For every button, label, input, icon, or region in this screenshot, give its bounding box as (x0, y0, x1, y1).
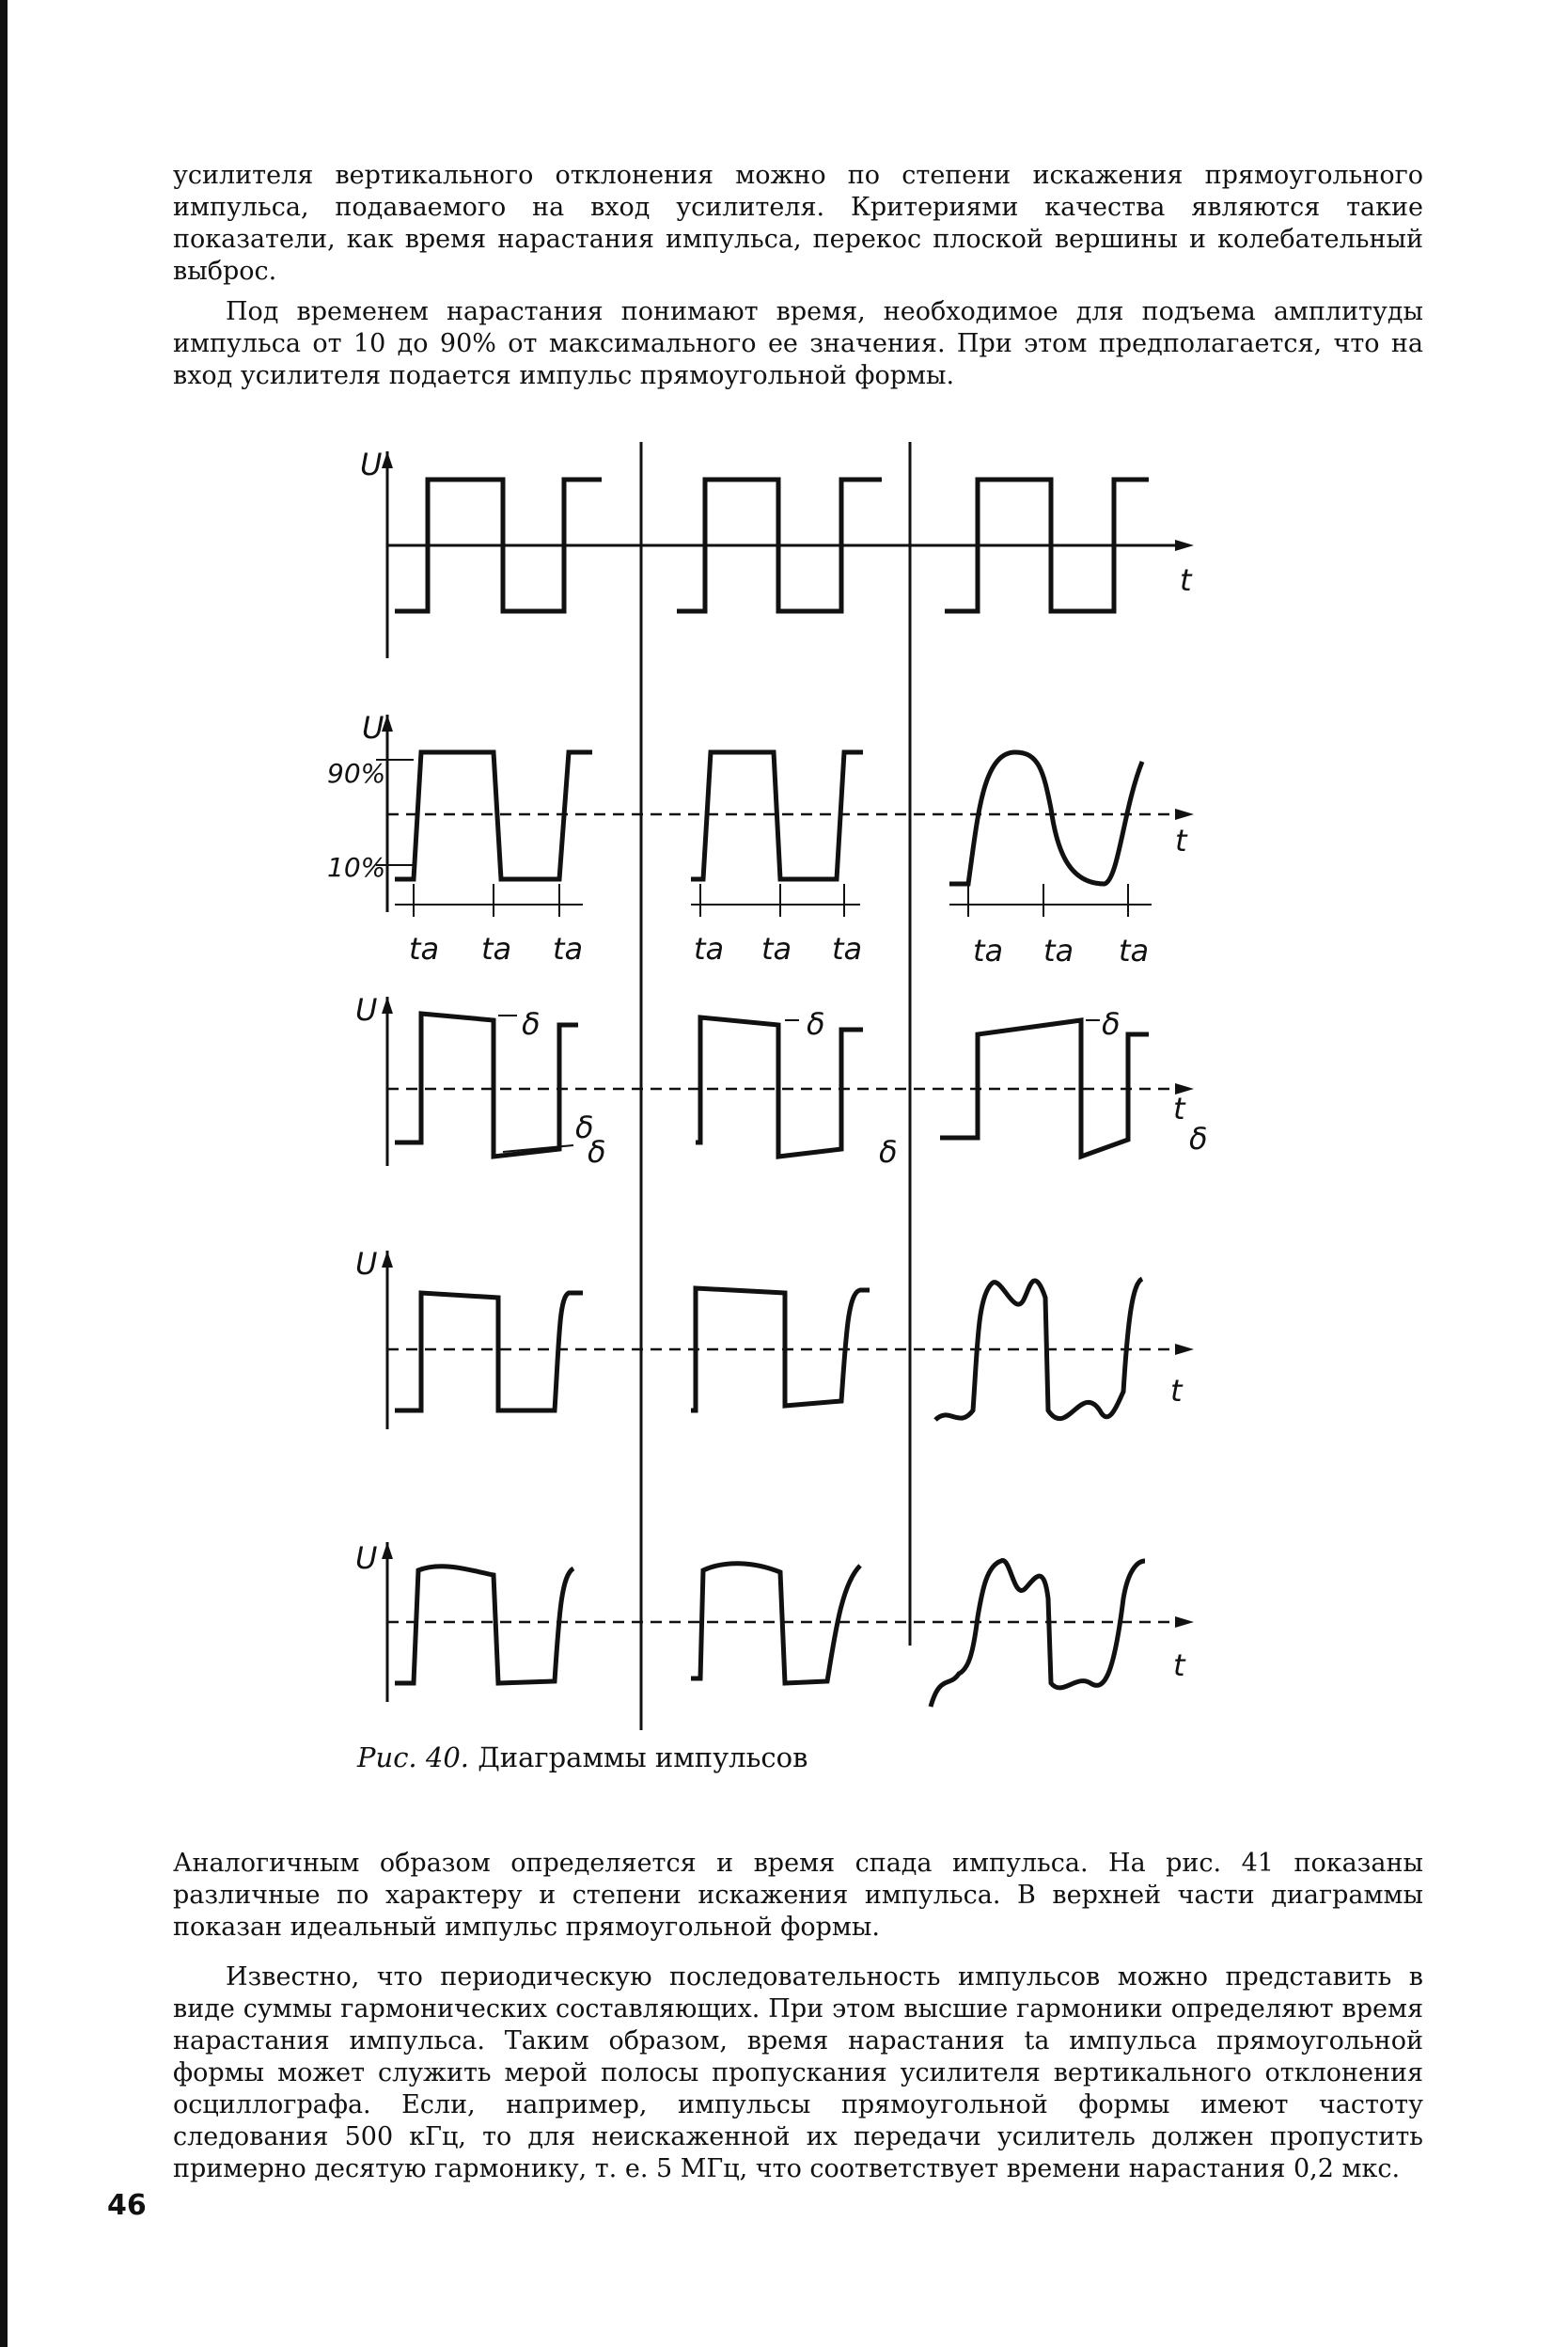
t-axis-label: t (1173, 1647, 1185, 1683)
tilt-delta-label: δ (879, 1134, 898, 1170)
tilt-delta-label: δ (1102, 1006, 1121, 1042)
page-number: 46 (107, 2189, 147, 2222)
paragraph-text: Аналогичным образом определяется и время спада импульса. На рис. 41 показаны различные по характеру и степени искажения импульса. В верхней части диаграммы показан идеальный импульс прямоугольной формы. (173, 1849, 1423, 1942)
rise-time-label: tа (973, 933, 1004, 969)
row-ringing (355, 1540, 1194, 1707)
tilt-delta-label: δ (522, 1006, 541, 1042)
paragraph-harmonics (173, 1961, 1423, 2185)
figure-number: Рис. 40. (357, 1741, 469, 1773)
rise-time-label: tа (1043, 933, 1074, 969)
u-axis-label: U (355, 1540, 378, 1576)
u-axis-label: U (355, 1246, 378, 1282)
rise-time-label: tа (481, 931, 512, 967)
rise-time-label: tа (553, 931, 584, 967)
paragraph-text: усилителя вертикального отклонения можно по степени искажения прямоугольного импульса, подаваемого на вход усилителя. Критериями качества являются такие показатели, как время нарастания импульса, перекос плоской вершины и колебательный выброс. (173, 161, 1423, 286)
rise-time-label: tа (1119, 933, 1150, 969)
t-axis-label: t (1180, 562, 1192, 598)
level-90-label: 90% (327, 758, 386, 789)
u-axis-label: U (362, 710, 384, 746)
t-axis-label: t (1173, 1091, 1185, 1126)
u-axis-label: U (360, 447, 383, 482)
row-overshoot (355, 1246, 1194, 1429)
rise-time-label: tа (832, 931, 863, 967)
tilt-delta-label: δ (1189, 1121, 1208, 1157)
paragraph-text: Известно, что периодическую последовательность импульсов можно представить в виде суммы гармонических составляющих. При этом высшие гармоники определяют время нарастания импульса. Таким образом, время нарастания tа импульса прямоугольной формы может служить мерой полосы пропускания усилителя вертикального отклонения осциллографа. Если, например, импульсы прямоугольной формы имеют частоту следования 500 кГц, то для неискаженной их передачи усилитель должен пропустить примерно десятую гармонику, т. е. 5 МГц, что соответствует времени нарастания 0,2 мкс. (173, 1962, 1423, 2183)
level-10-label: 10% (327, 852, 386, 883)
u-axis-label: U (355, 992, 378, 1028)
row-ideal-pulse (360, 447, 1194, 658)
row-rise-time (327, 710, 1194, 969)
rise-time-label: tа (761, 931, 792, 967)
paragraph-text: Под временем нарастания понимают время, необходимое для подъема амплитуды импульса от 10 до 90% от максимального ее значения. При этом предполагается, что на вход усилителя подается импульс прямоугольной формы. (173, 297, 1423, 390)
paragraph-fall-time (173, 1848, 1423, 1944)
figure-title: Диаграммы импульсов (469, 1741, 808, 1773)
tilt-delta-label: δ (575, 1110, 594, 1145)
row-flat-top-tilt (355, 992, 1208, 1170)
figure-caption (357, 1741, 808, 1773)
rise-time-label: tа (409, 931, 440, 967)
tilt-delta-label: δ (588, 1134, 606, 1170)
t-axis-label: t (1170, 1373, 1183, 1409)
t-axis-label: t (1175, 823, 1187, 858)
rise-time-label: tа (694, 931, 725, 967)
tilt-delta-label: δ (807, 1006, 825, 1042)
